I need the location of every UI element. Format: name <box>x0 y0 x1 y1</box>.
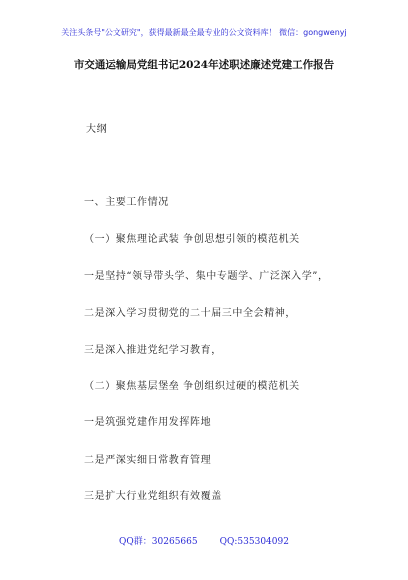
section-heading: 一、主要工作情况 <box>84 197 169 208</box>
outline-label: 大纲 <box>86 124 108 135</box>
list-item: 二是严深实细日常教育管理 <box>84 455 212 466</box>
footer-contact <box>0 534 408 547</box>
list-item: 三是扩大行业党组织有效覆盖 <box>84 491 222 502</box>
list-item: 二是深入学习贯彻党的二十届三中全会精神， <box>84 308 296 319</box>
qq-group-text: QQ群：30265665 <box>119 537 198 547</box>
document-title: 市交通运输局党组书记2024年述职述廉述党建工作报告 <box>73 59 335 71</box>
header-banner: 关注头条号"公文研究"，获得最新最全最专业的公文资料库！ 微信：gongwenyj <box>61 28 347 37</box>
list-item: 一是筑强党建作用发挥阵地 <box>84 417 212 428</box>
list-item: 一是坚持“领导带头学、集中专题学、广泛深入学”， <box>84 271 329 282</box>
subsection-heading: （一）聚焦理论武装 争创思想引领的模范机关 <box>84 234 300 245</box>
subsection-heading: （二）聚焦基层堡垒 争创组织过硬的模范机关 <box>84 381 300 392</box>
qq-text: QQ:535304092 <box>219 537 289 547</box>
list-item: 三是深入推进党纪学习教育， <box>84 345 222 356</box>
